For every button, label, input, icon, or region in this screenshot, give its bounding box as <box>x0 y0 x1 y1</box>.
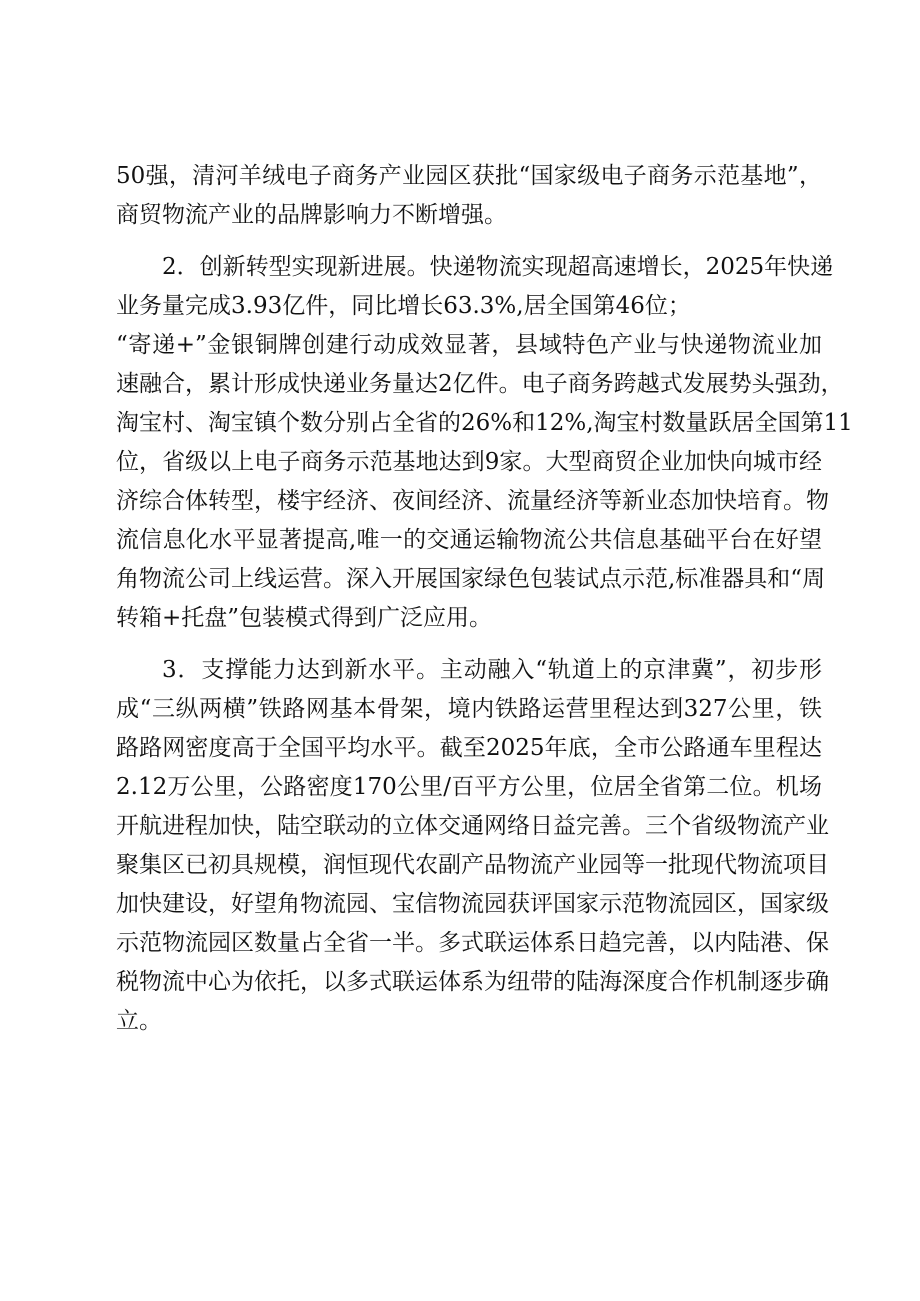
paragraph-line: 开航进程加快，陆空联动的立体交通网络日益完善。三个省级物流产业 <box>116 813 829 839</box>
paragraph-line: 淘宝村、淘宝镇个数分别占全省的26%和12%,淘宝村数量跃居全国第11 <box>116 410 853 436</box>
paragraph-line: 流信息化水平显著提高,唯一的交通运输物流公共信息基础平台在好望 <box>116 527 822 553</box>
paragraph-line: 业务量完成3.93亿件，同比增长63.3%,居全国第46位； <box>116 293 691 319</box>
paragraph-line: 加快建设，好望角物流园、宝信物流园获评国家示范物流园区，国家级 <box>116 891 829 917</box>
paragraph-line: 2.12万公里，公路密度170公里/百平方公里，位居全省第二位。机场 <box>116 774 822 800</box>
paragraph-line: 聚集区已初具规模，润恒现代农副产品物流产业园等一批现代物流项目 <box>116 852 829 878</box>
paragraph-line: 商贸物流产业的品牌影响力不断增强。 <box>116 202 507 228</box>
paragraph-line: 角物流公司上线运营。深入开展国家绿色包装试点示范,标准器具和“周 <box>116 566 826 592</box>
paragraph-line: 示范物流园区数量占全省一半。多式联运体系日趋完善，以内陆港、保 <box>116 930 829 956</box>
paragraph-line: 位，省级以上电子商务示范基地达到9家。大型商贸企业加快向城市经 <box>116 449 822 475</box>
paragraph-1 <box>116 157 822 235</box>
paragraph-line: 路路网密度高于全国平均水平。截至2025年底，全市公路通车里程达 <box>116 735 822 761</box>
paragraph-line: 成“三纵两横”铁路网基本骨架，境内铁路运营里程达到327公里，铁 <box>116 696 822 722</box>
paragraph-line: 速融合，累计形成快递业务量达2亿件。电子商务跨越式发展势头强劲， <box>116 371 844 397</box>
document-body <box>116 157 853 1041</box>
paragraph-line: 济综合体转型，楼宇经济、夜间经济、流量经济等新业态加快培育。物 <box>116 488 829 514</box>
paragraph-line: 3．支撑能力达到新水平。主动融入“轨道上的京津冀”，初步形 <box>162 657 822 683</box>
paragraph-2 <box>116 248 853 638</box>
paragraph-3 <box>116 651 829 1041</box>
paragraph-gap <box>116 235 822 248</box>
paragraph-line: 50强，清河羊绒电子商务产业园区获批“国家级电子商务示范基地”， <box>116 163 822 189</box>
paragraph-line: 立。 <box>116 1008 162 1034</box>
paragraph-gap <box>116 638 822 651</box>
paragraph-line: “寄递+”金银铜牌创建行动成效显著，县域特色产业与快递物流业加 <box>116 332 822 358</box>
paragraph-line: 2．创新转型实现新进展。快递物流实现超高速增长，2025年快递 <box>162 254 834 280</box>
paragraph-line: 转箱+托盘”包装模式得到广泛应用。 <box>116 605 493 631</box>
paragraph-line: 税物流中心为依托，以多式联运体系为纽带的陆海深度合作机制逐步确 <box>116 969 829 995</box>
